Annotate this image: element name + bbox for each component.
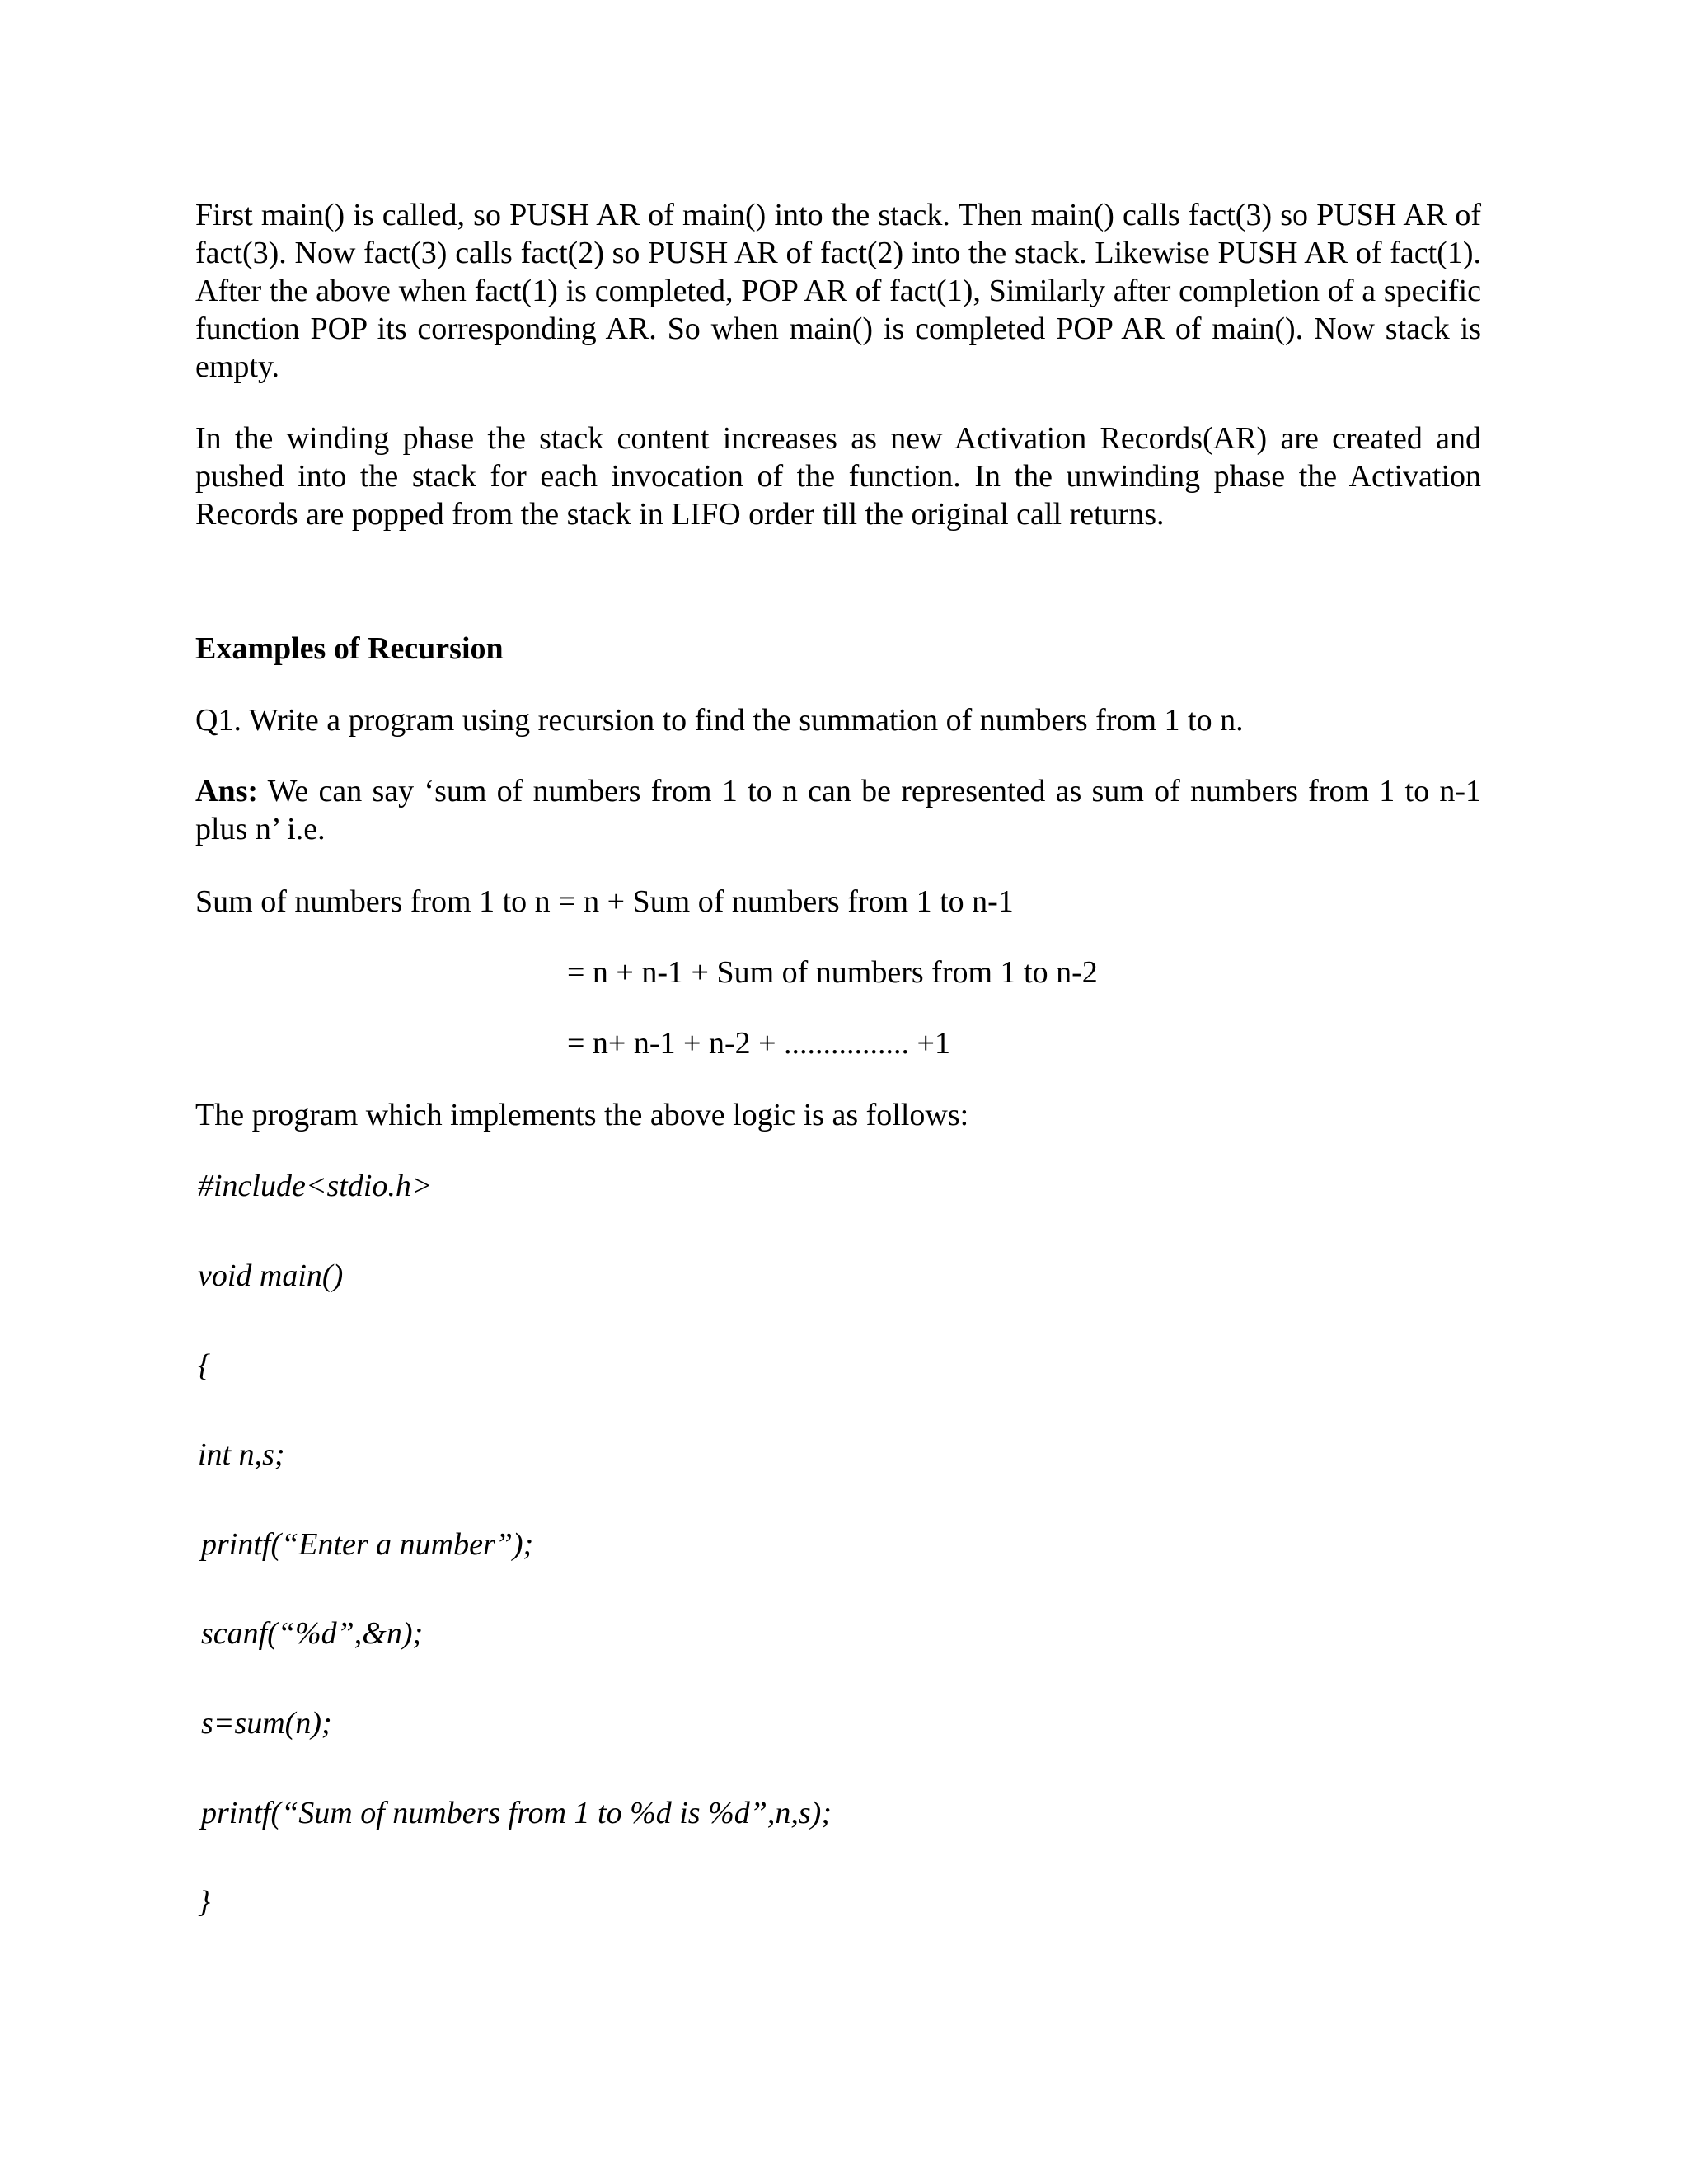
code-close-brace: } <box>198 1885 211 1919</box>
equation-line-1: Sum of numbers from 1 to n = n + Sum of numbers from 1 to n-1 <box>195 884 1014 919</box>
paragraph-stack-push-pop: First main() is called, so PUSH AR of main() into the stack. Then main() calls fact(3) so PUSH AR of fact(3). Now fact(3) calls fact(2) so PUSH AR of fact(2) into the stack. Likewise PUSH AR of fact(1). After the above when fact(1) is completed, POP AR of fact(1), Similarly after completion of a specific function POP its corresponding AR. So when main() is completed POP AR of main(). Now stack is empty. <box>195 198 1481 384</box>
paragraph-winding-unwinding: In the winding phase the stack content increases as new Activation Records(AR) are created and pushed into the stack for each invocation of the function. In the unwinding phase the Activation Records are popped from the stack in LIFO order till the original call returns. <box>195 421 1481 532</box>
code-include-line: #include<stdio.h> <box>198 1169 433 1203</box>
equation-line-2: = n + n-1 + Sum of numbers from 1 to n-2 <box>567 955 1098 990</box>
code-scanf: scanf(“%d”,&n); <box>201 1616 424 1651</box>
question-text: Q1. Write a program using recursion to find the summation of numbers from 1 to n. <box>195 703 1244 738</box>
equation-line-3: = n+ n-1 + n-2 + ................ +1 <box>567 1026 950 1061</box>
section-heading: Examples of Recursion <box>195 631 504 666</box>
code-printf-result: printf(“Sum of numbers from 1 to %d is %d”,n,s); <box>201 1796 832 1830</box>
code-variable-declaration: int n,s; <box>198 1437 285 1472</box>
code-sum-call: s=sum(n); <box>201 1706 332 1741</box>
code-printf-prompt: printf(“Enter a number”); <box>201 1527 534 1562</box>
answer-label: Ans: <box>195 774 259 808</box>
code-main-signature: void main() <box>198 1258 344 1293</box>
program-intro: The program which implements the above logic is as follows: <box>195 1098 969 1132</box>
answer-paragraph <box>195 772 1481 848</box>
answer-text: We can say ‘sum of numbers from 1 to n can be represented as sum of numbers from 1 to n-1 plus n’ i.e. <box>195 774 1481 846</box>
code-open-brace: { <box>198 1348 211 1383</box>
